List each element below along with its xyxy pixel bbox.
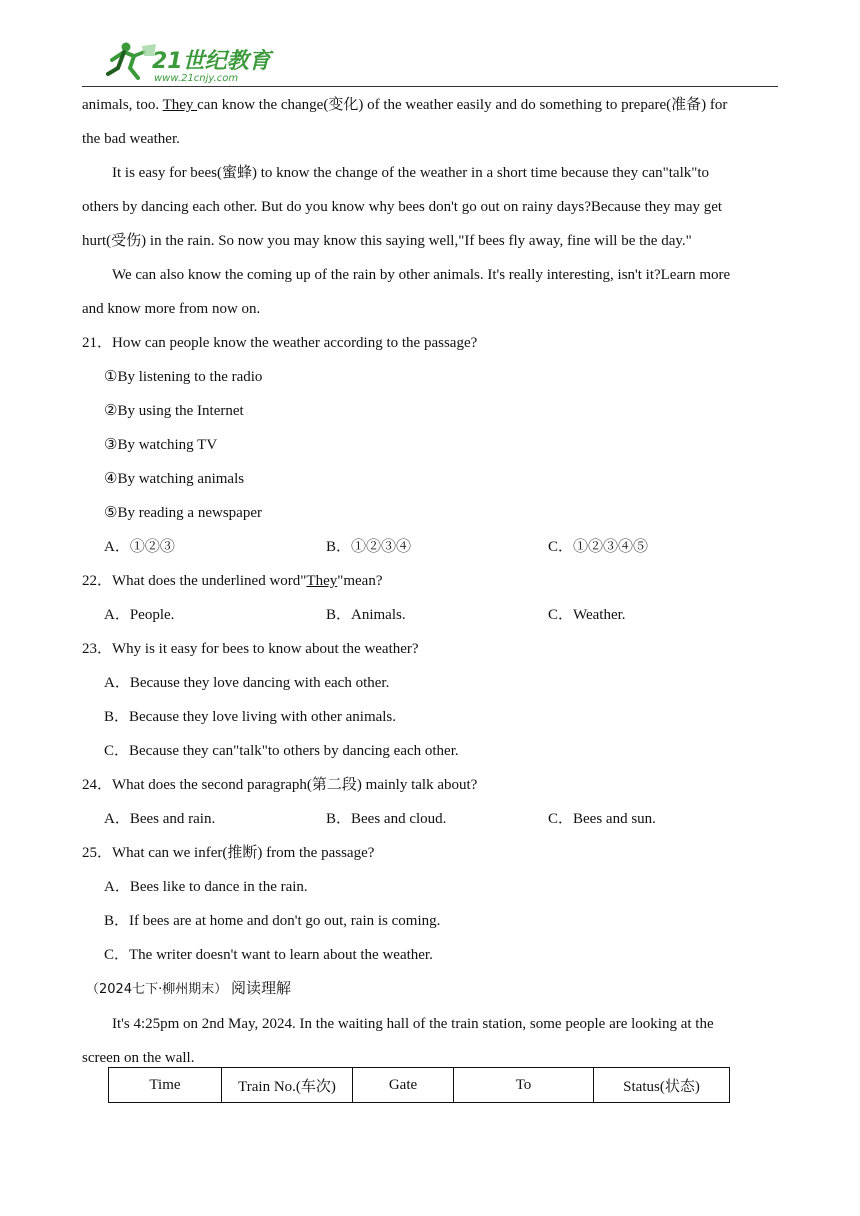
paragraph-3-line-1: We can also know the coming up of the rain by other animals. It's really interesting, isn't it?Learn more: [112, 267, 731, 283]
option-c: C．Bees and sun.: [548, 811, 656, 827]
underlined-word-they: They: [162, 97, 198, 113]
question-22-options: [82, 598, 778, 632]
question-21-item: ⑤By reading a newspaper: [104, 505, 262, 521]
question-21-options: [82, 530, 778, 564]
option-c: C．①②③④⑤: [548, 539, 649, 555]
option-b: B．Animals.: [326, 607, 406, 623]
paragraph-2-line-2: others by dancing each other. But do you know why bees don't go out on rainy days?Because they may get: [82, 199, 723, 215]
option-b: B．If bees are at home and don't go out, rain is coming.: [104, 913, 441, 929]
section-intro-line-1: It's 4:25pm on 2nd May, 2024. In the waiting hall of the train station, some people are looking at the: [112, 1016, 714, 1032]
option-c: C．Weather.: [548, 607, 626, 623]
paragraph-1-line-2: the bad weather.: [82, 131, 180, 147]
question-22-stem: 22．What does the underlined word"They"mean?: [82, 573, 383, 589]
question-24-options: [82, 802, 778, 836]
option-c: C．Because they can"talk"to others by dancing each other.: [104, 743, 459, 759]
table-header-cell: Status(状态): [594, 1068, 730, 1103]
question-21-item: ①By listening to the radio: [104, 369, 263, 385]
underlined-word: They: [306, 573, 338, 589]
option-a: A．①②③: [104, 539, 175, 555]
option-b: B．Because they love living with other animals.: [104, 709, 397, 725]
question-21-item: ②By using the Internet: [104, 403, 244, 419]
table-header-cell: Train No.(车次): [222, 1068, 353, 1103]
question-23-stem: 23．Why is it easy for bees to know about the weather?: [82, 641, 419, 657]
question-25-stem: 25．What can we infer(推断) from the passage?: [82, 845, 375, 861]
section-source: （2024七下·柳州期末）: [86, 982, 228, 997]
table-header-cell: To: [454, 1068, 594, 1103]
table-header-cell: Time: [109, 1068, 222, 1103]
question-21-stem: 21．How can people know the weather according to the passage?: [82, 335, 478, 351]
option-a: A．People.: [104, 607, 175, 623]
table-header-cell: Gate: [353, 1068, 454, 1103]
table-header-row: [109, 1068, 730, 1103]
site-logo: [104, 38, 274, 84]
question-21-item: ③By watching TV: [104, 437, 218, 453]
section-type: 阅读理解: [230, 981, 291, 997]
logo-url: www.21cnjy.com: [154, 73, 239, 84]
question-21-item: ④By watching animals: [104, 471, 245, 487]
paragraph-2-line-3: hurt(受伤) in the rain. So now you may know this saying well,"If bees fly away, fine will be the day.": [82, 233, 692, 249]
paragraph-3-line-2: and know more from now on.: [82, 301, 261, 317]
paragraph-1-line-1: animals, too. They can know the change(变化) of the weather easily and do something to prepare(准备) for: [82, 97, 728, 113]
train-schedule-table: [108, 1067, 730, 1103]
page-header: [82, 38, 778, 87]
section-heading: [82, 972, 778, 1007]
document-body: [82, 88, 778, 1075]
paragraph-2-line-1: It is easy for bees(蜜蜂) to know the change of the weather in a short time because they can"talk"to: [112, 165, 710, 181]
question-24-stem: 24．What does the second paragraph(第二段) mainly talk about?: [82, 777, 478, 793]
logo-text: 21世纪教育: [152, 49, 271, 74]
option-c: C．The writer doesn't want to learn about the weather.: [104, 947, 433, 963]
option-a: A．Because they love dancing with each other.: [104, 675, 390, 691]
option-a: A．Bees like to dance in the rain.: [104, 879, 308, 895]
option-b: B．①②③④: [326, 539, 412, 555]
section-intro-line-2: screen on the wall.: [82, 1050, 195, 1066]
option-b: B．Bees and cloud.: [326, 811, 447, 827]
option-a: A．Bees and rain.: [104, 811, 216, 827]
